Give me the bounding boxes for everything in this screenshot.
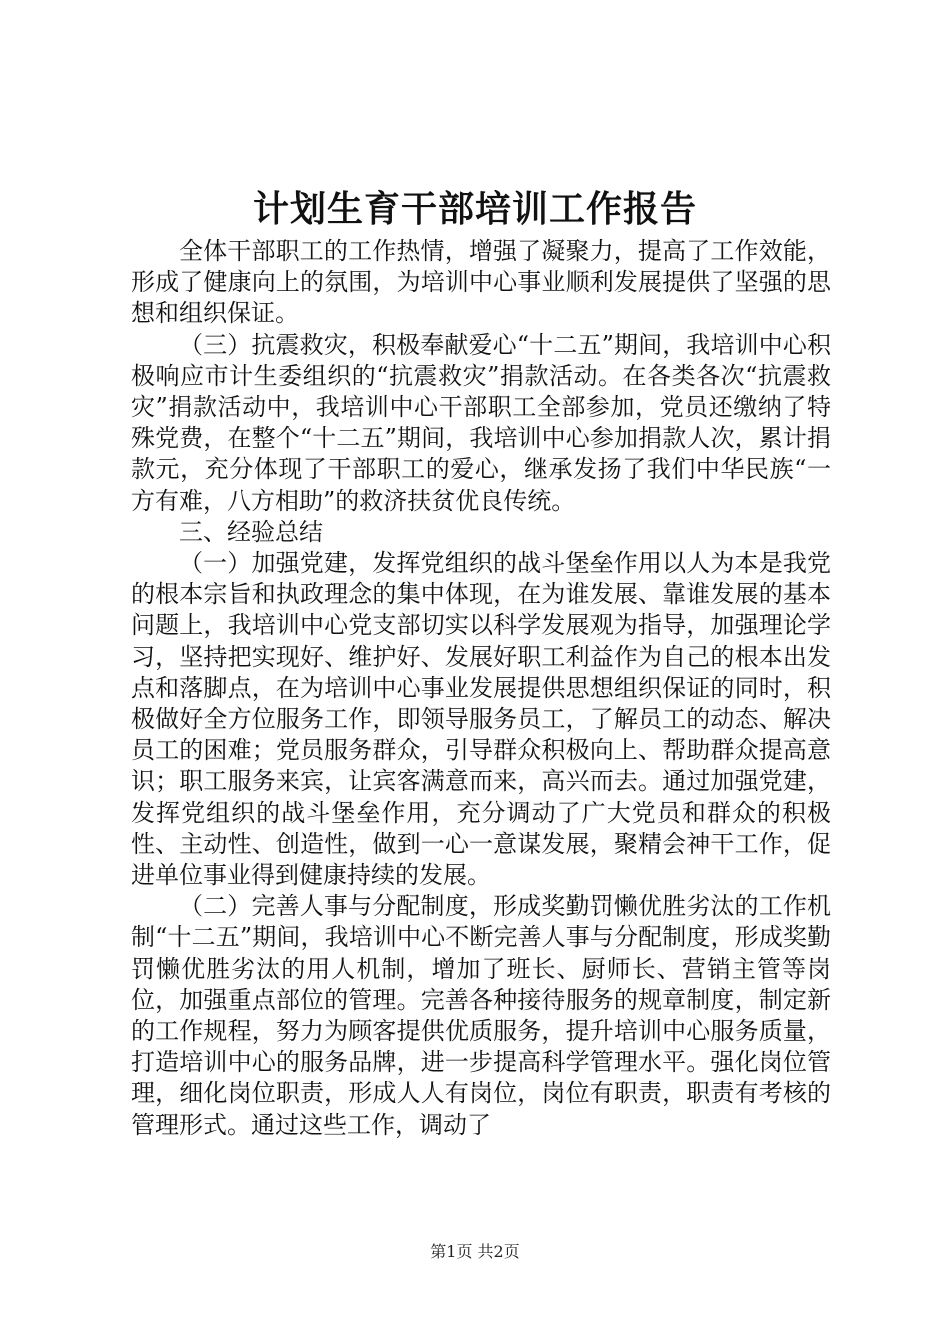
document-title: 计划生育干部培训工作报告 [252,188,697,230]
paragraph-1: 全体干部职工的工作热情，增强了凝聚力，提高了工作效能，形成了健康向上的氛围，为培训中心事业顺利发展提供了坚强的思想和组织保证。 [131,237,831,328]
paragraph-2: （三）抗震救灾，积极奉献爱心“十二五”期间，我培训中心积极响应市计生委组织的“抗震救灾”捐款活动。在各类各次“抗震救灾”捐款活动中，我培训中心干部职工全部参加，党员还缴纳了特殊党费，在整个“十二五”期间，我培训中心参加捐款人次，累计捐款元，充分体现了干部职工的爱心，继承发扬了我们中华民族“一方有难，八方相助”的救济扶贫优良传统。 [131,330,831,515]
section-heading: 三、经验总结 [179,517,323,546]
paragraph-3: （一）加强党建，发挥党组织的战斗堡垒作用以人为本是我党的根本宗旨和执政理念的集中体现，在为谁发展、靠谁发展的基本问题上，我培训中心党支部切实以科学发展观为指导，加强理论学习，坚持把实现好、维护好、发展好职工利益作为自己的根本出发点和落脚点，在为培训中心事业发展提供思想组织保证的同时，积极做好全方位服务工作，即领导服务员工，了解员工的动态、解决员工的困难；党员服务群众，引导群众积极向上、帮助群众提高意识；职工服务来宾，让宾客满意而来，高兴而去。通过加强党建，发挥党组织的战斗堡垒作用，充分调动了广大党员和群众的积极性、主动性、创造性，做到一心一意谋发展，聚精会神干工作，促进单位事业得到健康持续的发展。 [131,549,831,890]
page-footer: 第1页 共2页 [430,1242,520,1261]
paragraph-4: （二）完善人事与分配制度，形成奖勤罚懒优胜劣汰的工作机制“十二五”期间，我培训中心不断完善人事与分配制度，形成奖勤罚懒优胜劣汰的用人机制，增加了班长、厨师长、营销主管等岗位，加强重点部位的管理。完善各种接待服务的规章制度，制定新的工作规程，努力为顾客提供优质服务，提升培训中心服务质量，打造培训中心的服务品牌，进一步提高科学管理水平。强化岗位管理，细化岗位职责，形成人人有岗位，岗位有职责，职责有考核的管理形式。通过这些工作，调动了 [131,892,831,1139]
document-body [131,236,831,1141]
